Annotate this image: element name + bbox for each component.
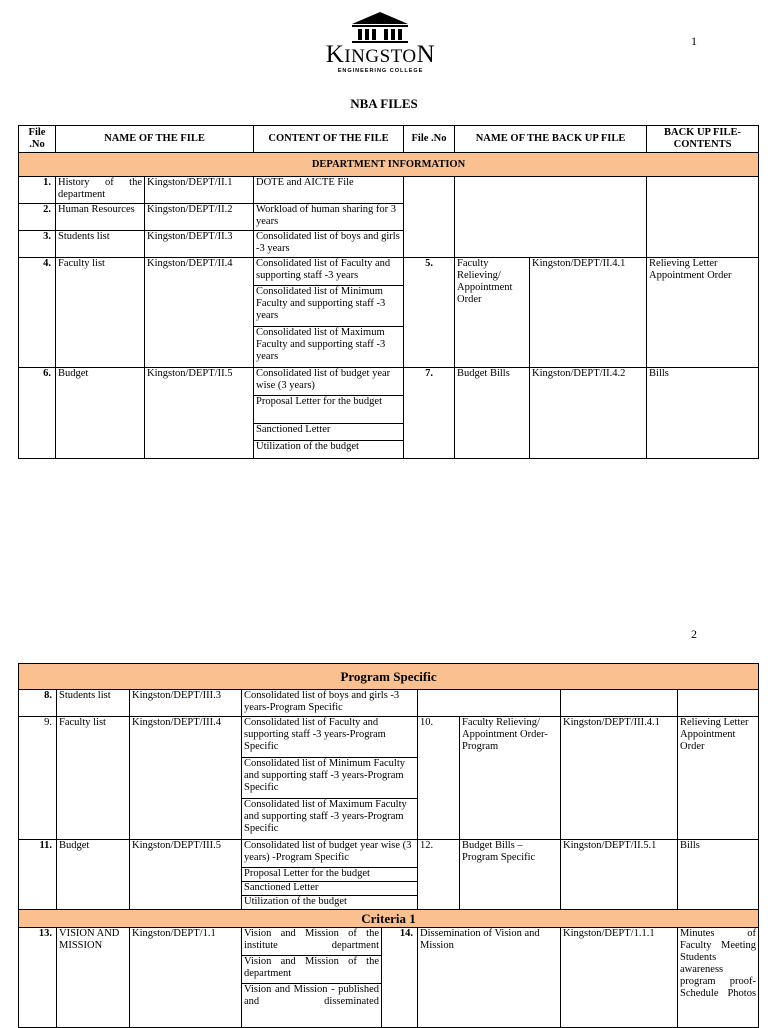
file-content: Consolidated list of boys and girls -3 years-Program Specific — [242, 690, 418, 717]
backup-code-empty — [561, 690, 678, 717]
file-code: Kingston/DEPT/1.1 — [130, 928, 242, 1028]
file-content-item: Vision and Mission - published and disseminated — [244, 984, 379, 1007]
file-content-item: Sanctioned Letter — [242, 882, 417, 896]
file-content-item: Utilization of the budget — [256, 441, 359, 452]
backup-code: Kingston/DEPT/1.1.1 — [561, 928, 678, 1028]
file-content-list — [242, 840, 418, 910]
file-content-list — [242, 717, 418, 840]
table-row — [19, 368, 759, 459]
backup-name-empty — [455, 177, 647, 258]
backup-contents: Bills — [678, 840, 759, 910]
file-number: 4. — [19, 258, 56, 368]
file-code: Kingston/DEPT/III.5 — [130, 840, 242, 910]
backup-name: Budget Bills — [455, 368, 530, 459]
file-number: 6. — [19, 368, 56, 459]
file-number: 3. — [19, 231, 56, 258]
college-name: KINGSTON — [325, 41, 436, 68]
backup-code: Kingston/DEPT/II.5.1 — [561, 840, 678, 910]
file-content-item: Consolidated list of budget year wise (3 years) — [254, 368, 403, 396]
table-row — [19, 840, 759, 910]
file-number: 8. — [19, 690, 57, 717]
file-name: VISION AND MISSION — [57, 928, 130, 1028]
file-content-item: Consolidated list of Maximum Faculty and supporting staff -3 years-Program Specific — [244, 799, 407, 834]
section-department-information: DEPARTMENT INFORMATION — [19, 153, 759, 177]
college-logo — [308, 10, 453, 78]
backup-contents-empty — [647, 177, 759, 258]
file-content: DOTE and AICTE File — [254, 177, 404, 204]
table-row — [19, 717, 759, 840]
header-backup-file-name: NAME OF THE BACK UP FILE — [455, 126, 647, 153]
file-code: Kingston/DEPT/II.1 — [145, 177, 254, 204]
file-name: History of the department — [56, 177, 145, 204]
section-criteria-1: Criteria 1 — [19, 910, 759, 928]
header-name-of-file: NAME OF THE FILE — [56, 126, 254, 153]
backup-contents: Relieving Letter Appointment Order — [678, 717, 759, 840]
file-code: Kingston/DEPT/II.2 — [145, 204, 254, 231]
section-program-specific: Program Specific — [19, 664, 759, 690]
document-title: NBA FILES — [350, 96, 418, 111]
page-number: 1 — [691, 34, 697, 48]
section-row — [19, 910, 759, 928]
file-code: Kingston/DEPT/III.3 — [130, 690, 242, 717]
file-content-list — [254, 368, 404, 459]
file-content-item: Consolidated list of Maximum Faculty and supporting staff -3 years — [256, 327, 386, 362]
backup-name: Dissemination of Vision and Mission — [418, 928, 561, 1028]
file-name: Budget — [56, 368, 145, 459]
file-name: Human Resources — [56, 204, 145, 231]
header-backup-file-no: File .No — [404, 126, 455, 153]
file-number: 13. — [19, 928, 57, 1028]
file-name: Budget — [57, 840, 130, 910]
file-content-list — [242, 928, 382, 1028]
file-content-item: Consolidated list of Minimum Faculty and supporting staff -3 years-Program Specific — [242, 758, 417, 799]
file-number: 9. — [19, 717, 57, 840]
file-content-item: Consolidated list of Minimum Faculty and supporting staff -3 years — [254, 286, 403, 327]
header-backup-file-contents: BACK UP FILE-CONTENTS — [647, 126, 759, 153]
file-number: 1. — [19, 177, 56, 204]
file-code: Kingston/DEPT/II.5 — [145, 368, 254, 459]
backup-code: Kingston/DEPT/II.4.2 — [530, 368, 647, 459]
file-content-item: Proposal Letter for the budget — [242, 868, 417, 882]
file-name: Faculty list — [56, 258, 145, 368]
table-row — [19, 690, 759, 717]
backup-contents: Relieving Letter Appointment Order — [647, 258, 759, 368]
header-content-of-file: CONTENT OF THE FILE — [254, 126, 404, 153]
file-content-item: Vision and Mission of the department — [242, 956, 381, 984]
file-number: 11. — [19, 840, 57, 910]
header-file-no: File .No — [19, 126, 56, 153]
file-content-list — [254, 258, 404, 368]
table-header-row — [19, 126, 759, 153]
backup-number: 14. — [382, 928, 418, 1028]
section-row — [19, 153, 759, 177]
backup-number-empty — [404, 177, 455, 258]
section-row — [19, 664, 759, 690]
file-code: Kingston/DEPT/III.4 — [130, 717, 242, 840]
file-content-item: Consolidated list of Faculty and supporting staff -3 years-Program Specific — [242, 717, 417, 758]
file-content-item: Proposal Letter for the budget — [254, 396, 403, 424]
backup-name-empty — [418, 690, 561, 717]
file-code: Kingston/DEPT/II.3 — [145, 231, 254, 258]
backup-number: 12. — [418, 840, 460, 910]
file-content-item: Consolidated list of budget year wise (3 years) -Program Specific — [242, 840, 417, 868]
file-name: Students list — [57, 690, 130, 717]
file-content-item: Utilization of the budget — [244, 896, 347, 907]
backup-name: Faculty Relieving/ Appointment Order — [455, 258, 530, 368]
file-content-item: Vision and Mission of the institute department — [242, 928, 381, 956]
college-subtitle: ENGINEERING COLLEGE — [337, 68, 424, 74]
building-icon — [308, 10, 453, 44]
nba-files-table-page1 — [18, 125, 759, 459]
file-number: 2. — [19, 204, 56, 231]
backup-number: 10. — [418, 717, 460, 840]
backup-name: Budget Bills – Program Specific — [460, 840, 561, 910]
file-content-item: Consolidated list of Faculty and supporting staff -3 years — [254, 258, 403, 286]
backup-code: Kingston/DEPT/III.4.1 — [561, 717, 678, 840]
file-name: Students list — [56, 231, 145, 258]
table-row — [19, 177, 759, 204]
backup-contents: Minutes of Faculty Meeting Students awareness program proof-Schedule Photos — [678, 928, 759, 1028]
file-content: Workload of human sharing for 3 years — [254, 204, 404, 231]
backup-contents: Bills — [647, 368, 759, 459]
nba-files-table-page2 — [18, 663, 759, 1028]
backup-name: Faculty Relieving/ Appointment Order-Program — [460, 717, 561, 840]
file-content-item: Sanctioned Letter — [254, 424, 403, 441]
page-number: 2 — [691, 627, 697, 641]
table-row — [19, 928, 759, 1028]
file-code: Kingston/DEPT/II.4 — [145, 258, 254, 368]
file-content: Consolidated list of boys and girls -3 years — [254, 231, 404, 258]
file-name: Faculty list — [57, 717, 130, 840]
backup-code: Kingston/DEPT/II.4.1 — [530, 258, 647, 368]
backup-number: 5. — [404, 258, 455, 368]
backup-contents-empty — [678, 690, 759, 717]
table-row — [19, 258, 759, 368]
backup-number: 7. — [404, 368, 455, 459]
